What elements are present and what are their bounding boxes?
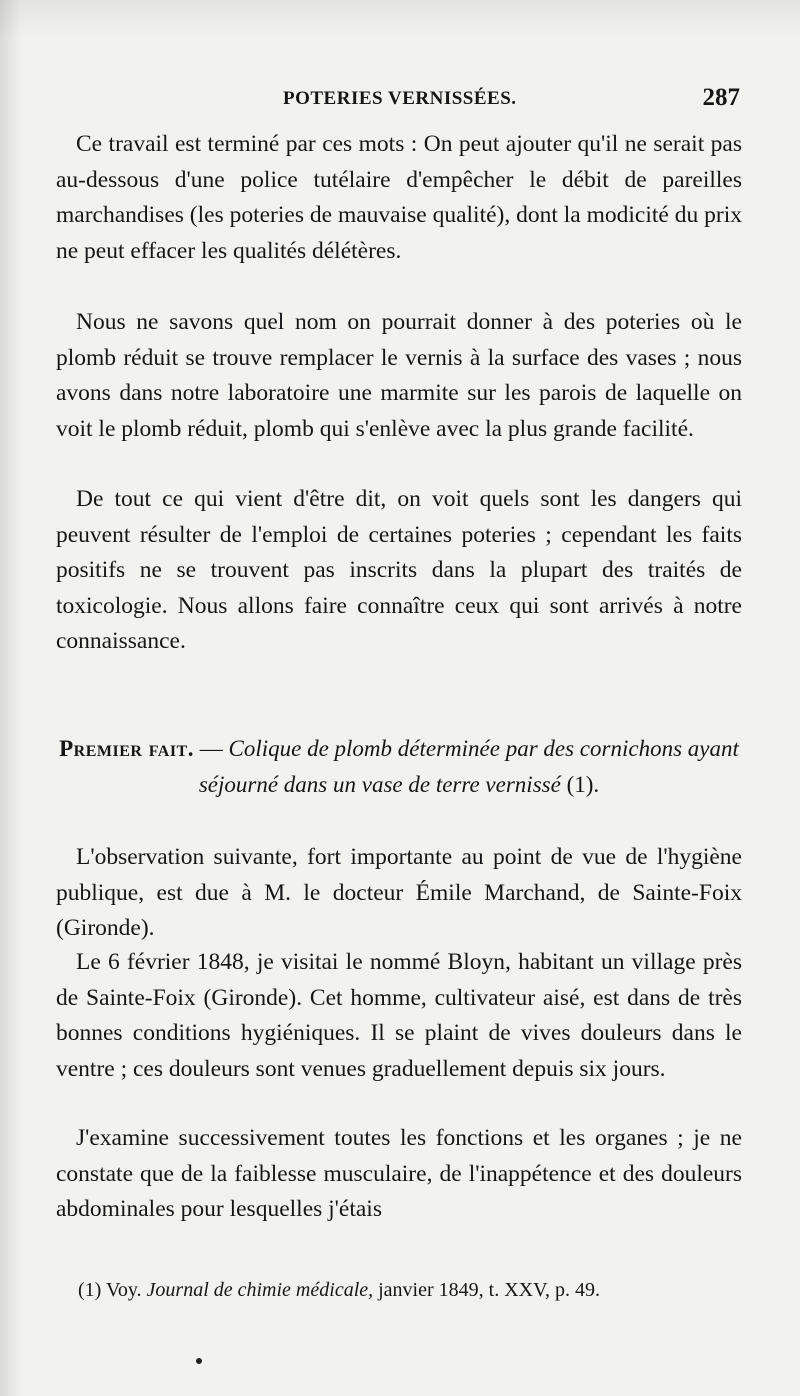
paragraph-case-visit: Le 6 février 1848, je visitai le nommé Bloyn, habitant un village près de Sainte-Foix (Gironde). Cet homme, cultivateur aisé, est dans de très bonnes conditions hygiéniques. Il se plaint de vives douleurs dans le ventre ; ces douleurs sont venues graduellement depuis six jours. — [56, 949, 742, 1082]
fact-heading — [56, 731, 742, 803]
footnote-journal: Journal de chimie médicale, — [146, 1279, 374, 1301]
paragraph-observation: L'observation suivante, fort importante au point de vue de l'hygiène publique, est due à M. le docteur Émile Marchand, de Sainte-Foix (Gironde). — [56, 844, 742, 941]
page-header — [58, 86, 740, 118]
paragraph-conclusion: Ce travail est terminé par ces mots : On peut ajouter qu'il ne serait pas au-dessous d'une police tutélaire d'empêcher le débit de pareilles marchandises (les poteries de mauvaise qualité), dont la modicité du prix ne peut effacer les qualités délétères. — [56, 131, 742, 264]
footnote-rest: janvier 1849, t. XXV, p. 49. — [373, 1279, 600, 1301]
footnote — [78, 1276, 748, 1304]
fact-footnote-ref: (1). — [560, 772, 600, 797]
ink-speck — [196, 1358, 202, 1364]
page-number: 287 — [702, 84, 740, 111]
fact-title: Colique de plomb déterminée par des cornichons ayant séjourné dans un vase de terre vernissé — [198, 736, 739, 797]
footnote-prefix: (1) Voy. — [78, 1279, 147, 1301]
fact-label: Premier fait. — [59, 736, 194, 761]
paragraph-examination: J'examine successivement toutes les fonctions et les organes ; je ne constate que de la faiblesse musculaire, de l'inappétence et des douleurs abdominales pour lesquelles j'étais — [56, 1125, 742, 1222]
paragraph-dangers: De tout ce qui vient d'être dit, on voit quels sont les dangers qui peuvent résulter de l'emploi de certaines poteries ; cependant les faits positifs ne se trouvent pas inscrits dans la plupart des traités de toxicologie. Nous allons faire connaître ceux qui sont arrivés à notre connaissance. — [56, 486, 742, 654]
paragraph-reduced-lead: Nous ne savons quel nom on pourrait donner à des poteries où le plomb réduit se trouve remplacer le vernis à la surface des vases ; nous avons dans notre laboratoire une marmite sur les parois de laquelle on voit le plomb réduit, plomb qui s'enlève avec la plus grande facilité. — [56, 309, 742, 442]
fact-dash: — — [193, 736, 229, 761]
running-title: POTERIES VERNISSÉES. — [283, 88, 517, 109]
